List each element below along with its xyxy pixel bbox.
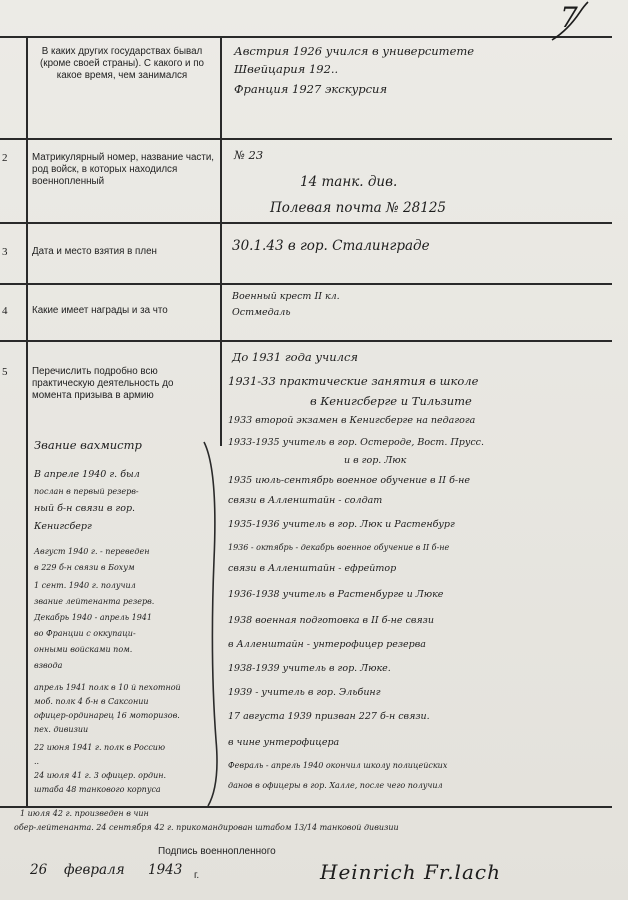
activity-line-15: 1938-1939 учитель в гор. Люке.	[228, 663, 391, 674]
corner-stroke	[548, 0, 608, 50]
activity-line-17: 17 августа 1939 призван 227 б-н связи.	[228, 711, 430, 722]
activity-line-2: 1931-33 практические занятия в школе	[228, 374, 479, 388]
date-day: 26	[30, 862, 48, 878]
activity-line-14: в Алленштайн - унтерофицер резерва	[228, 639, 426, 650]
bottom-border	[0, 806, 612, 808]
note-line-17: пех. дивизии	[34, 725, 89, 734]
note-line-1: Звание вахмистр	[34, 438, 142, 452]
row-4-answer-line-2: Остмедаль	[232, 307, 291, 318]
top-border	[0, 36, 612, 38]
activity-line-1: До 1931 года учился	[232, 350, 358, 364]
row-5-question: Перечислить подробно всю практическую деятельность до момента призыва в армию	[32, 366, 174, 401]
row-divider-2	[0, 222, 612, 224]
note-line-13: взвода	[34, 661, 63, 670]
note-line-11: во Франции с оккупаци-	[34, 629, 136, 638]
activity-line-16: 1939 - учитель в гор. Эльбинг	[228, 687, 381, 698]
question-column-divider	[220, 36, 222, 446]
row-divider-4	[0, 340, 612, 342]
row-1-answer-line-3: Франция 1927 экскурсия	[234, 82, 388, 96]
note-line-15: моб. полк 4 б-н в Саксонии	[34, 697, 149, 706]
note-line-5: Кенигсберг	[34, 521, 92, 532]
note-line-6: Август 1940 г. - переведен	[34, 547, 150, 556]
activity-line-10: 1936 - октябрь - декабрь военное обучение в II б-не	[228, 543, 450, 552]
row-3-question: Дата и место взятия в плен	[32, 246, 157, 257]
number-column-divider	[26, 36, 28, 807]
note-line-20: 24 июля 41 г. 3 офицер. ордин.	[34, 771, 167, 780]
row-2-answer-line-3: Полевая почта № 28125	[270, 200, 446, 216]
note-line-21: штаба 48 танкового корпуса	[34, 785, 161, 794]
row-1-answer-line-2: Швейцария 192..	[234, 62, 339, 76]
activity-line-6: и в гор. Люк	[344, 455, 407, 466]
row-1-answer-line-1: Австрия 1926 учился в университете	[234, 44, 475, 58]
date-suffix: г.	[194, 870, 200, 881]
activity-line-8: связи в Алленштайн - солдат	[228, 495, 383, 506]
note-line-7: в 229 б-н связи в Бохум	[34, 563, 135, 572]
row-2-answer-line-2: 14 танк. див.	[300, 174, 398, 190]
note-line-12: онными войсками пом.	[34, 645, 133, 654]
row-2-number: 2	[2, 152, 8, 164]
row-3-answer-line-1: 30.1.43 в гор. Сталинграде	[232, 238, 430, 254]
prisoner-signature: Heinrich Fr.lach	[320, 860, 501, 884]
row-2-question: Матрикулярный номер, название части, род войск, в которых находился военнопленный	[32, 152, 215, 187]
signature-label: Подпись военнопленного	[158, 846, 276, 857]
note-line-2: В апреле 1940 г. был	[34, 469, 140, 480]
activity-line-11: связи в Алленштайн - ефрейтор	[228, 563, 397, 574]
note-line-16: офицер-ординарец 16 моторизов.	[34, 711, 180, 720]
row-4-answer-line-1: Военный крест II кл.	[232, 291, 340, 302]
activity-line-20: данов в офицеры в гор. Халле, после чего получил	[228, 781, 443, 790]
note-line-10: Декабрь 1940 - апрель 1941	[34, 613, 152, 622]
activity-line-4: 1933 второй экзамен в Кенигсберге на педагога	[228, 415, 476, 426]
note-line-9: звание лейтенанта резерв.	[34, 597, 155, 606]
note-line-3: послан в первый резерв-	[34, 487, 139, 496]
activity-line-7: 1935 июль-сентябрь военное обучение в II б-не	[228, 475, 470, 486]
activity-line-12: 1936-1938 учитель в Растенбурге и Люке	[228, 589, 444, 600]
bottom-note-line-1: 1 июля 42 г. произведен в чин	[20, 809, 149, 818]
activity-line-9: 1935-1936 учитель в гор. Люк и Растенбург	[228, 519, 455, 530]
bottom-note-line-2: обер-лейтенанта. 24 сентября 42 г. прикомандирован штабом 13/14 танковой дивизии	[14, 823, 399, 832]
note-line-8: 1 сент. 1940 г. получил	[34, 581, 136, 590]
note-line-18: 22 июня 1941 г. полк в Россию	[34, 743, 165, 752]
activity-line-18: в чине унтерофицера	[228, 737, 340, 748]
row-3-number: 3	[2, 246, 8, 258]
date-year: 1943	[148, 862, 183, 878]
notes-bracket	[196, 440, 224, 810]
note-line-19: ..	[34, 757, 40, 766]
activity-line-13: 1938 военная подготовка в II б-не связи	[228, 615, 434, 626]
row-1-question: В каких других государствах бывал (кроме своей страны). С какого и по какое время, чем занимался	[40, 46, 204, 81]
row-divider-1	[0, 138, 612, 140]
row-4-number: 4	[2, 305, 8, 317]
note-line-14: апрель 1941 полк в 10 й пехотной	[34, 683, 181, 692]
row-5-number: 5	[2, 366, 8, 378]
activity-line-5: 1933-1935 учитель в гор. Остероде, Вост. Прусс.	[228, 437, 485, 448]
activity-line-3: в Кенигсберге и Тильзите	[310, 394, 472, 408]
row-divider-3	[0, 283, 612, 285]
row-2-answer-line-1: № 23	[234, 148, 264, 162]
row-4-question: Какие имеет награды и за что	[32, 305, 168, 316]
date-month: февраля	[64, 862, 125, 878]
note-line-4: ный б-н связи в гор.	[34, 503, 136, 514]
activity-line-19: Февраль - апрель 1940 окончил школу полицейских	[228, 761, 448, 770]
page-corner-mark: 7	[560, 1, 578, 34]
